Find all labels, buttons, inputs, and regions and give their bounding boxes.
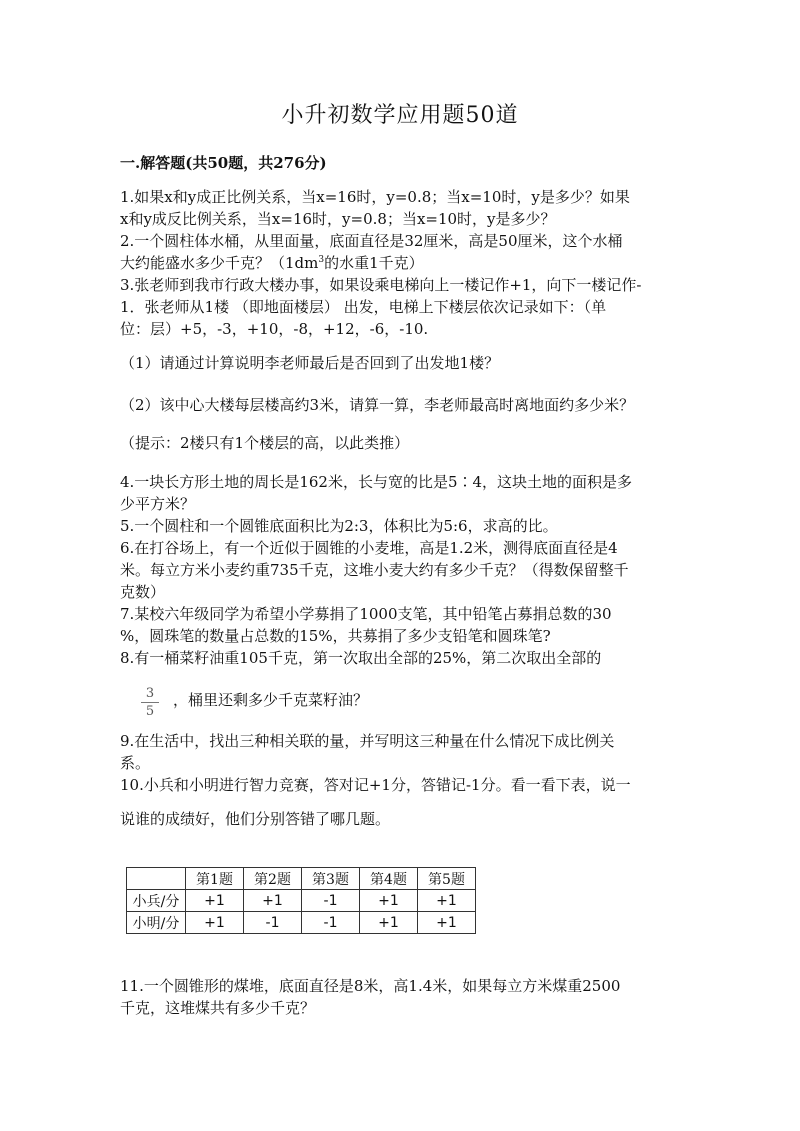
q2-line-1: 2.一个圆柱体水桶，从里面量，底面直径是32厘米，高是50厘米，这个水桶 <box>120 232 623 250</box>
q2-line-2-b: 的水重1千克） <box>324 254 424 272</box>
q3-hint: （提示：2楼只有1个楼层的高，以此类推） <box>120 434 410 452</box>
q6-line-3: 克数） <box>120 583 166 601</box>
q1-line-2: x和y成反比例关系，当x=16时，y=0.8；当x=10时，y是多少？ <box>120 210 556 228</box>
q9-line-1: 9.在生活中，找出三种相关联的量，并写明这三种量在什么情况下成比例关 <box>120 732 615 750</box>
table-cell: -1 <box>302 890 360 912</box>
table-cell: +1 <box>244 890 302 912</box>
section-heading: 一.解答题(共50题，共276分) <box>120 154 327 172</box>
q3-line-1: 3.张老师到我市行政大楼办事，如果设乘电梯向上一楼记作+1，向下一楼记作- <box>120 276 642 294</box>
q3-line-2: 1．张老师从1楼 （即地面楼层） 出发，电梯上下楼层依次记录如下：（单 <box>120 298 607 316</box>
table-header-cell: 第5题 <box>418 868 476 890</box>
table-cell: 小兵/分 <box>127 890 186 912</box>
table-cell: -1 <box>302 912 360 934</box>
q11-line-1: 11.一个圆锥形的煤堆，底面直径是8米，高1.4米，如果每立方米煤重2500 <box>120 977 621 995</box>
table-header-row <box>127 868 476 890</box>
table-cell: +1 <box>360 890 418 912</box>
fraction-three-fifths <box>141 686 159 719</box>
table-cell: +1 <box>418 890 476 912</box>
table-header-cell: 第4题 <box>360 868 418 890</box>
fraction-denominator: 5 <box>145 704 155 719</box>
q3-sub-1: （1）请通过计算说明李老师最后是否回到了出发地1楼？ <box>120 354 500 372</box>
superscript-3: 3 <box>318 255 325 265</box>
q7-line-2: %，圆珠笔的数量占总数的15%，共募捐了多少支铅笔和圆珠笔? <box>120 627 551 645</box>
table-cell: 小明/分 <box>127 912 186 934</box>
q4-line-1: 4.一块长方形土地的周长是162米，长与宽的比是5∶4，这块土地的面积是多 <box>120 473 633 491</box>
table-cell: -1 <box>244 912 302 934</box>
table-row <box>127 912 476 934</box>
score-table <box>126 867 476 934</box>
table-header-cell: 第1题 <box>186 868 244 890</box>
table-header-cell: 第2题 <box>244 868 302 890</box>
q2-line-2-a: 大约能盛水多少千克？（1dm <box>120 254 319 272</box>
q1-line-1: 1.如果x和y成正比例关系，当x=16时，y=0.8；当x=10时，y是多少？如果 <box>120 188 630 206</box>
q3-sub-2: （2）该中心大楼每层楼高约3米，请算一算，李老师最高时离地面约多少米？ <box>120 396 635 414</box>
q9-line-2: 系。 <box>120 754 151 772</box>
q3-line-3: 位：层）+5，-3，+10，-8，+12，-6，-10. <box>120 320 429 338</box>
page-title: 小升初数学应用题50道 <box>281 103 519 128</box>
fraction-bar <box>141 702 159 703</box>
table-cell: +1 <box>418 912 476 934</box>
table-cell: +1 <box>186 890 244 912</box>
q4-line-2: 少平方米？ <box>120 495 196 513</box>
table-cell: +1 <box>360 912 418 934</box>
table-header-cell <box>127 868 186 890</box>
q8-line-1: 8.有一桶菜籽油重105千克，第一次取出全部的25%，第二次取出全部的 <box>120 649 602 667</box>
q10-line-2: 说谁的成绩好，他们分别答错了哪几题。 <box>120 810 391 828</box>
q2-line-2 <box>120 252 424 274</box>
table-row <box>127 890 476 912</box>
q11-line-2: 千克，这堆煤共有多少千克？ <box>120 999 316 1017</box>
table-cell: +1 <box>186 912 244 934</box>
q5-line-1: 5.一个圆柱和一个圆锥底面积比为2:3，体积比为5:6，求高的比。 <box>120 517 558 535</box>
fraction-numerator: 3 <box>145 686 155 701</box>
table-header-cell: 第3题 <box>302 868 360 890</box>
q7-line-1: 7.某校六年级同学为希望小学募捐了1000支笔，其中铅笔占募捐总数的30 <box>120 605 612 623</box>
q10-line-1: 10.小兵和小明进行智力竞赛，答对记+1分，答错记-1分。看一看下表，说一 <box>120 776 631 794</box>
q6-line-2: 米。每立方米小麦约重735千克，这堆小麦大约有多少千克？（得数保留整千 <box>120 561 629 579</box>
q8-line-2: ，桶里还剩多少千克菜籽油？ <box>173 691 369 709</box>
q6-line-1: 6.在打谷场上，有一个近似于圆锥的小麦堆，高是1.2米，测得底面直径是4 <box>120 539 618 557</box>
